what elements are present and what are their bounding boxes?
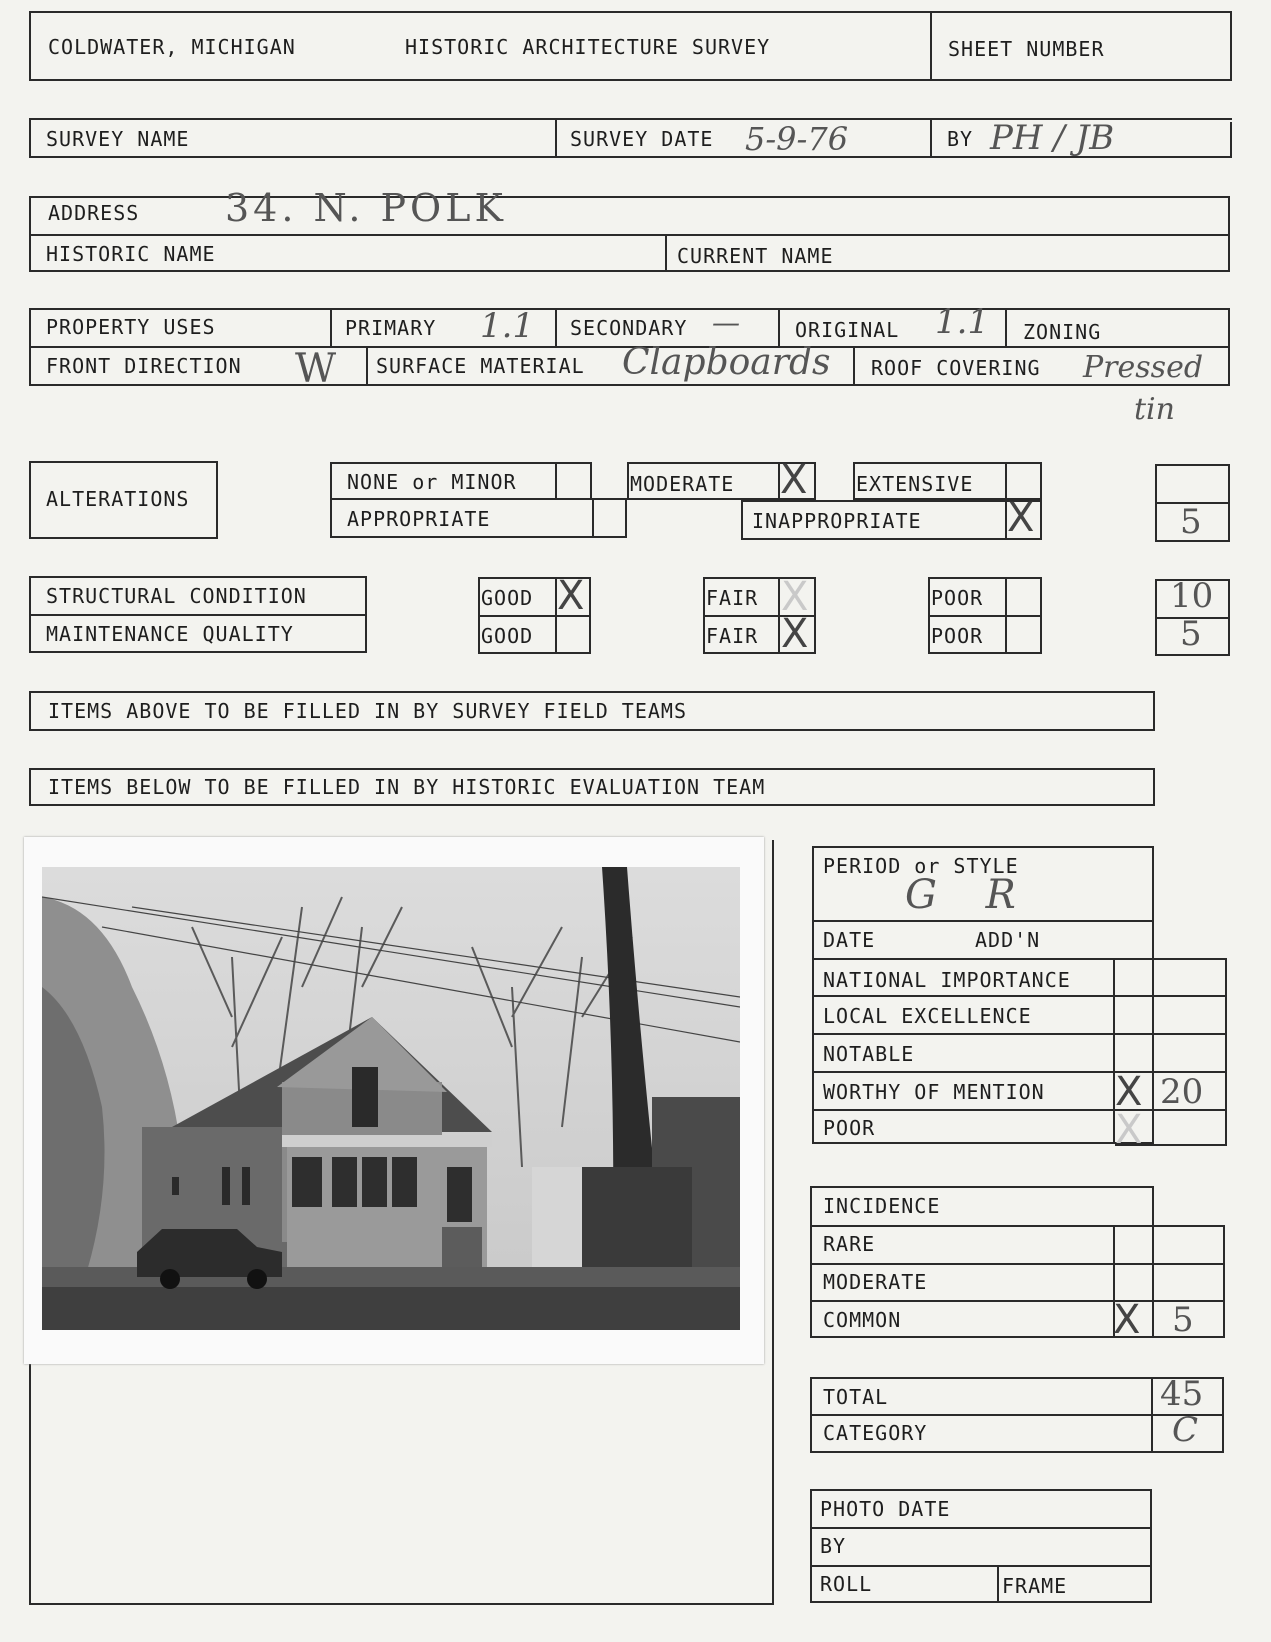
survey-divider-2 (930, 118, 932, 158)
totals-value-divider (1151, 1377, 1153, 1453)
front-direction-value[interactable]: W (295, 346, 337, 392)
poor-check-divider (1005, 577, 1007, 654)
poor-rating-label: POOR (823, 1116, 876, 1140)
moderate-mark[interactable]: X (780, 457, 808, 503)
poor-erased-mark: X (1115, 1107, 1143, 1153)
house-photo-image (42, 867, 740, 1330)
by-label: BY (947, 127, 974, 151)
survey-divider-1 (555, 118, 557, 158)
survey-title: HISTORIC ARCHITECTURE SURVEY (405, 35, 771, 59)
property-col-2 (555, 308, 557, 346)
front-direction-label: FRONT DIRECTION (46, 354, 242, 378)
total-value[interactable]: 45 (1160, 1374, 1204, 1414)
property-col-4 (1005, 308, 1007, 346)
by-value[interactable]: PH / JB (990, 118, 1115, 158)
extensive-label: EXTENSIVE (856, 472, 974, 496)
totals-divider (810, 1414, 1224, 1416)
photo-region-left-line (29, 1364, 31, 1603)
eval-row-1 (812, 958, 1227, 960)
secondary-value[interactable]: — (712, 306, 740, 339)
common-score[interactable]: 5 (1172, 1300, 1194, 1340)
maintenance-fair-mark[interactable]: X (781, 611, 809, 657)
property-col-5 (366, 346, 368, 386)
survey-date-label: SURVEY DATE (570, 127, 714, 151)
category-label: CATEGORY (823, 1421, 928, 1445)
survey-name-label: SURVEY NAME (46, 127, 190, 151)
inappropriate-label: INAPPROPRIATE (752, 509, 922, 533)
address-label: ADDRESS (48, 201, 140, 225)
photo-by-label: BY (820, 1534, 847, 1558)
structural-good-mark[interactable]: X (557, 573, 585, 619)
historic-name-label: HISTORIC NAME (46, 242, 216, 266)
roof-covering-label: ROOF COVERING (871, 356, 1041, 380)
alterations-label: ALTERATIONS (46, 487, 190, 511)
maintenance-quality-label: MAINTENANCE QUALITY (46, 622, 294, 646)
rare-label: RARE (823, 1232, 876, 1256)
category-value[interactable]: C (1172, 1410, 1199, 1450)
original-label: ORIGINAL (795, 318, 900, 342)
period-divider (812, 920, 1154, 922)
note-above: ITEMS ABOVE TO BE FILLED IN BY SURVEY FIELD TEAMS (48, 699, 688, 723)
structural-fair-label: FAIR (706, 586, 759, 610)
structural-poor-label: POOR (931, 586, 984, 610)
city-label: COLDWATER, MICHIGAN (48, 35, 296, 59)
common-mark[interactable]: X (1113, 1297, 1141, 1343)
maintenance-fair-label: FAIR (706, 624, 759, 648)
survey-date-value[interactable]: 5-9-76 (745, 120, 849, 158)
common-label: COMMON (823, 1308, 902, 1332)
condition-label-divider (29, 614, 367, 616)
survey-end (1230, 122, 1232, 158)
incidence-row-3 (810, 1300, 1225, 1302)
inappropriate-mark[interactable]: X (1007, 495, 1035, 541)
note-above-end (1153, 691, 1155, 731)
appropriate-label: APPROPRIATE (347, 507, 491, 531)
date-label: DATE (823, 928, 876, 952)
poor-divider (928, 615, 1042, 617)
addn-label: ADD'N (975, 928, 1041, 952)
photo-info-row-1 (810, 1527, 1152, 1529)
note-below-end (1153, 768, 1155, 806)
note-below: ITEMS BELOW TO BE FILLED IN BY HISTORIC EVALUATION TEAM (48, 775, 766, 799)
frame-label: FRAME (1002, 1574, 1068, 1598)
moderate-label: MODERATE (630, 472, 735, 496)
photo-region-right-line (772, 840, 774, 1603)
worthy-mark[interactable]: X (1115, 1069, 1143, 1115)
incidence-label: INCIDENCE (823, 1194, 941, 1218)
roll-label: ROLL (820, 1572, 873, 1596)
property-col-1 (330, 308, 332, 346)
address-divider (29, 234, 1230, 236)
roll-frame-divider (997, 1565, 999, 1603)
incidence-row-2 (810, 1263, 1225, 1265)
alterations-score[interactable]: 5 (1180, 502, 1202, 542)
structural-fair-erased-mark: X (781, 574, 809, 620)
primary-label: PRIMARY (345, 316, 437, 340)
structural-condition-label: STRUCTURAL CONDITION (46, 584, 307, 608)
address-value[interactable]: 34. N. POLK (225, 186, 507, 230)
maintenance-score[interactable]: 5 (1180, 614, 1202, 654)
maintenance-good-label: GOOD (481, 624, 534, 648)
photo-info-row-2 (810, 1565, 1152, 1567)
current-name-label: CURRENT NAME (677, 244, 834, 268)
none-minor-label: NONE or MINOR (347, 470, 517, 494)
photo-date-label: PHOTO DATE (820, 1497, 951, 1521)
eval-row-3 (812, 1033, 1227, 1035)
secondary-label: SECONDARY (570, 316, 688, 340)
eval-row-2 (812, 995, 1227, 997)
roof-covering-value-2[interactable]: tin (1134, 392, 1175, 427)
roof-covering-value-1[interactable]: Pressed (1083, 350, 1204, 385)
property-col-6 (853, 346, 855, 386)
maintenance-poor-label: POOR (931, 624, 984, 648)
property-col-3 (778, 308, 780, 346)
header-divider (930, 11, 932, 81)
local-excellence-label: LOCAL EXCELLENCE (823, 1004, 1032, 1028)
moderate-incidence-label: MODERATE (823, 1270, 928, 1294)
zoning-label: ZONING (1023, 320, 1102, 344)
fair-check-divider (778, 577, 780, 654)
worthy-of-mention-label: WORTHY OF MENTION (823, 1080, 1045, 1104)
property-uses-label: PROPERTY USES (46, 315, 216, 339)
total-label: TOTAL (823, 1385, 889, 1409)
incidence-row-1 (810, 1225, 1225, 1227)
period-value[interactable]: G R (905, 872, 1034, 918)
national-importance-label: NATIONAL IMPORTANCE (823, 968, 1071, 992)
surface-material-label: SURFACE MATERIAL (376, 354, 585, 378)
structural-score[interactable]: 10 (1170, 576, 1214, 616)
photo-region-bottom-line (29, 1603, 774, 1605)
none-minor-check-divider (555, 462, 557, 500)
period-label: PERIOD or STYLE (823, 854, 1019, 878)
worthy-score[interactable]: 20 (1160, 1072, 1204, 1112)
surface-material-value[interactable]: Clapboards (622, 342, 831, 383)
current-name-divider (665, 234, 667, 272)
notable-label: NOTABLE (823, 1042, 915, 1066)
primary-value[interactable]: 1.1 (480, 306, 535, 346)
sheet-number-label: SHEET NUMBER (948, 37, 1105, 61)
house-photograph (24, 837, 764, 1364)
appropriate-check-divider (592, 498, 594, 538)
structural-good-label: GOOD (481, 586, 534, 610)
original-value[interactable]: 1.1 (935, 302, 990, 342)
